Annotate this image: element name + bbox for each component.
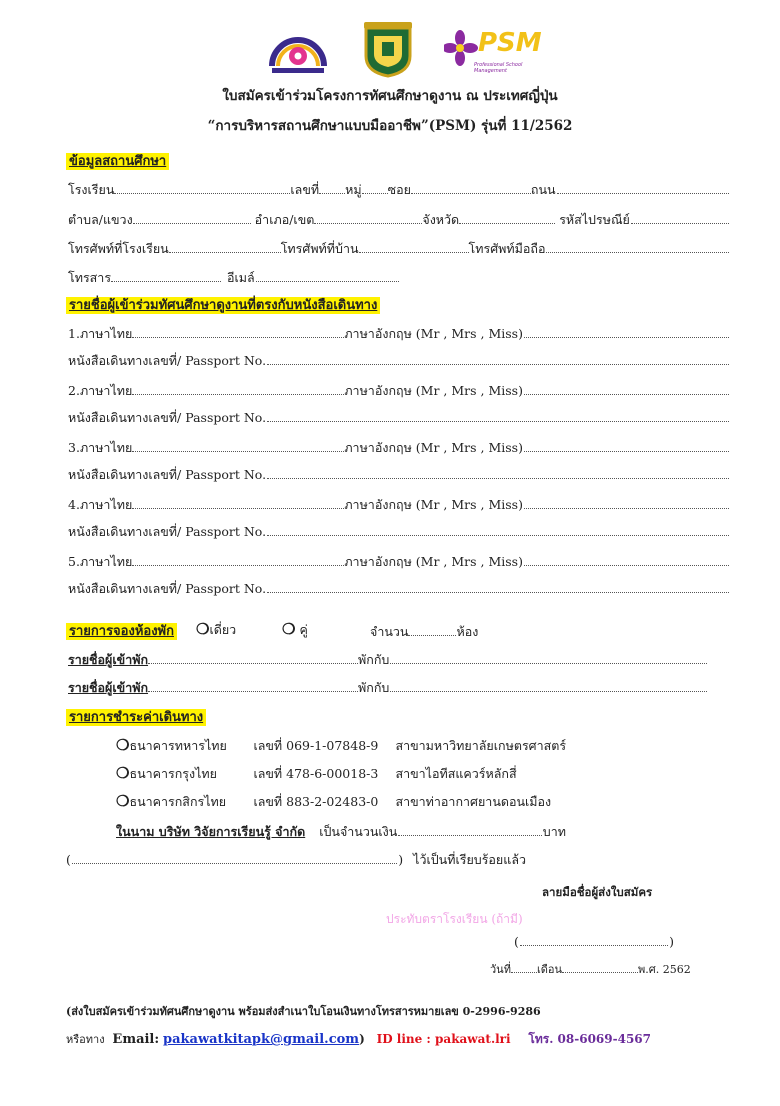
- single-room-label: เดี่ยว: [209, 622, 237, 637]
- school-phone-row: [68, 239, 730, 259]
- participant-passport-row: [68, 408, 730, 428]
- thai-name-label: ภาษาไทย: [79, 554, 133, 569]
- day-label: วันที่: [490, 963, 511, 976]
- amount-field[interactable]: [398, 825, 541, 836]
- school-info-heading: ข้อมูลสถานศึกษา: [66, 153, 169, 170]
- email-contact-label: Email:: [112, 1032, 160, 1047]
- number-label: เลขที่: [290, 182, 320, 197]
- passport-field[interactable]: [267, 354, 729, 365]
- participant-passport-row: [68, 579, 730, 599]
- province-label: จังหวัด: [422, 212, 460, 227]
- participant-name-row: [68, 438, 730, 458]
- year-label: พ.ศ. 2562: [637, 963, 691, 976]
- bank-radio-icon-3[interactable]: ❍: [116, 792, 130, 810]
- payment-heading: รายการชำระค่าเดินทาง: [66, 709, 206, 726]
- payer-field[interactable]: [72, 853, 397, 864]
- bank-name-2: ธนาคารกรุงไทย: [129, 766, 217, 781]
- english-name-label: ภาษาอังกฤษ (Mr , Mrs , Miss): [344, 326, 523, 341]
- thai-name-field[interactable]: [132, 498, 344, 509]
- guest-name-field-1[interactable]: [148, 653, 358, 664]
- participant-passport-row: [68, 465, 730, 485]
- university-logo: [266, 26, 330, 76]
- signature-date-row: [490, 960, 691, 978]
- passport-label: หนังสือเดินทางเลขที่/ Passport No.: [68, 410, 267, 425]
- school-address-row-2: [68, 210, 730, 230]
- province-field[interactable]: [459, 213, 555, 224]
- month-label: เดือน: [536, 963, 562, 976]
- payer-open-paren: (: [66, 852, 71, 867]
- school-phone-field[interactable]: [169, 242, 281, 253]
- psm-logo-text: PSM: [478, 28, 542, 58]
- thai-name-label: ภาษาไทย: [79, 497, 133, 512]
- school-name-label: โรงเรียน: [68, 182, 115, 197]
- bank-branch-1: สาขามหาวิทยาลัยเกษตรศาสตร์: [395, 738, 567, 753]
- double-room-option[interactable]: [282, 620, 308, 640]
- payer-close-paren: ): [398, 852, 404, 867]
- english-name-label: ภาษาอังกฤษ (Mr , Mrs , Miss): [344, 497, 523, 512]
- bank-name-1: ธนาคารทหารไทย: [129, 738, 227, 753]
- account-name: ในนาม บริษัท วิจัยการเรียนรู้ จำกัด: [116, 824, 306, 839]
- english-name-field[interactable]: [524, 441, 729, 452]
- english-name-label: ภาษาอังกฤษ (Mr , Mrs , Miss): [344, 383, 523, 398]
- moo-field[interactable]: [362, 183, 388, 194]
- bank-account-2: เลขที่ 478-6-00018-3: [253, 766, 379, 781]
- participant-number: 2.: [68, 383, 80, 398]
- bank-radio-icon-2[interactable]: ❍: [116, 764, 130, 782]
- fax-label: โทรสาร: [68, 270, 112, 285]
- english-name-label: ภาษาอังกฤษ (Mr , Mrs , Miss): [344, 554, 523, 569]
- passport-label: หนังสือเดินทางเลขที่/ Passport No.: [68, 467, 267, 482]
- school-name-field[interactable]: [114, 183, 290, 194]
- participant-number: 4.: [68, 497, 80, 512]
- passport-label: หนังสือเดินทางเลขที่/ Passport No.: [68, 353, 267, 368]
- form-title: ใบสมัครเข้าร่วมโครงการทัศนศึกษาดูงาน ณ ประเทศญี่ปุ่น: [222, 88, 558, 104]
- signature-name-field[interactable]: [520, 935, 668, 946]
- thai-name-field[interactable]: [132, 441, 344, 452]
- passport-label: หนังสือเดินทางเลขที่/ Passport No.: [68, 524, 267, 539]
- passport-field[interactable]: [267, 411, 729, 422]
- email-field[interactable]: [256, 271, 399, 282]
- bank-option-1[interactable]: [116, 736, 566, 756]
- school-phone-label: โทรศัพท์ที่โรงเรียน: [68, 241, 169, 256]
- psm-logo-subtext: Professional School Management: [474, 62, 523, 74]
- footer-note: (ส่งใบสมัครเข้าร่วมทัศนศึกษาดูงาน พร้อมส่งสำเนาใบโอนเงินทางโทรสารหมายเลข 0-2996-9286: [66, 1005, 541, 1018]
- guest-row-1: [68, 650, 708, 670]
- thai-name-field[interactable]: [132, 384, 344, 395]
- thai-name-label: ภาษาไทย: [79, 326, 133, 341]
- bank-account-1: เลขที่ 069-1-07848-9: [253, 738, 379, 753]
- thai-name-field[interactable]: [132, 555, 344, 566]
- bank-branch-2: สาขาไอทีสแควร์หลักสี่: [395, 766, 517, 781]
- guest-label-2: รายชื่อผู้เข้าพัก: [68, 680, 149, 695]
- signature-open-paren: (: [514, 934, 519, 949]
- psm-logo: [444, 28, 542, 76]
- road-label: ถนน: [530, 182, 556, 197]
- english-name-field[interactable]: [524, 498, 729, 509]
- room-count-field[interactable]: [408, 625, 456, 636]
- footer-contact-row: [66, 1030, 651, 1049]
- mobile-phone-field[interactable]: [546, 242, 729, 253]
- or-via-label: หรือทาง: [66, 1033, 105, 1046]
- room-unit-label: ห้อง: [456, 624, 479, 639]
- fax-field[interactable]: [111, 271, 221, 282]
- home-phone-field[interactable]: [359, 242, 469, 253]
- bank-radio-icon-1[interactable]: ❍: [116, 736, 130, 754]
- english-name-field[interactable]: [524, 384, 729, 395]
- participant-name-row: [68, 495, 730, 515]
- participant-number: 3.: [68, 440, 80, 455]
- contact-phone: โทร. 08-6069-4567: [528, 1032, 652, 1046]
- subdistrict-field[interactable]: [133, 213, 251, 224]
- thai-name-label: ภาษาไทย: [79, 383, 133, 398]
- postcode-label: รหัสไปรษณีย์: [559, 212, 630, 227]
- day-field[interactable]: [511, 962, 537, 973]
- participant-number: 1.: [68, 326, 80, 341]
- payment-payer-row: [66, 850, 526, 870]
- roommate-field-1[interactable]: [390, 653, 707, 664]
- passport-field[interactable]: [267, 468, 729, 479]
- road-field[interactable]: [557, 183, 729, 194]
- paid-text: ไว้เป็นที่เรียบร้อยแล้ว: [413, 852, 526, 867]
- school-stamp-watermark: ประทับตราโรงเรียน (ถ้ามี): [386, 912, 523, 926]
- district-field[interactable]: [314, 213, 422, 224]
- english-name-field[interactable]: [524, 327, 729, 338]
- contact-email-link[interactable]: pakawatkitapk@gmail.com: [163, 1032, 360, 1047]
- double-room-label: คู่: [299, 622, 308, 637]
- subdistrict-label: ตำบล/แขวง: [68, 212, 133, 227]
- school-address-row-1: [68, 180, 730, 200]
- mobile-phone-label: โทรศัพท์มือถือ: [468, 241, 546, 256]
- payment-amount-row: [116, 822, 566, 842]
- school-crest-logo: [362, 22, 414, 78]
- bank-branch-3: สาขาท่าอากาศยานดอนเมือง: [395, 794, 552, 809]
- contact-close-paren: ): [359, 1032, 365, 1046]
- district-label: อำเภอ/เขต: [254, 212, 315, 227]
- email-label: อีเมล์: [227, 270, 255, 285]
- double-radio-icon[interactable]: ❍: [282, 620, 296, 638]
- amount-label: เป็นจำนวนเงิน: [319, 824, 398, 839]
- currency-label: บาท: [542, 824, 566, 839]
- bank-account-3: เลขที่ 883-2-02483-0: [253, 794, 379, 809]
- soi-field[interactable]: [411, 183, 531, 194]
- roommate-label-2: พักกับ: [358, 680, 390, 695]
- postcode-field[interactable]: [631, 213, 729, 224]
- participant-name-row: [68, 552, 730, 572]
- single-room-option[interactable]: [196, 620, 236, 640]
- participant-passport-row: [68, 522, 730, 542]
- soi-label: ซอย: [387, 182, 411, 197]
- roommate-label-1: พักกับ: [358, 652, 390, 667]
- passport-field[interactable]: [267, 582, 729, 593]
- bank-option-2[interactable]: [116, 764, 517, 784]
- school-fax-row: [68, 268, 400, 288]
- signature-name-row: [514, 934, 674, 949]
- form-subtitle: “การบริหารสถานศึกษาแบบมืออาชีพ”(PSM) รุ่นที่ 11/2562: [207, 118, 573, 134]
- roommate-field-2[interactable]: [390, 681, 707, 692]
- participant-passport-row: [68, 351, 730, 371]
- guest-label-1: รายชื่อผู้เข้าพัก: [68, 652, 149, 667]
- moo-label: หมู่: [345, 182, 362, 197]
- english-name-field[interactable]: [524, 555, 729, 566]
- thai-name-field[interactable]: [132, 327, 344, 338]
- participant-name-row: [68, 324, 730, 344]
- single-radio-icon[interactable]: ❍: [196, 620, 210, 638]
- line-id: ID line : pakawat.lri: [376, 1032, 511, 1046]
- bank-option-3[interactable]: [116, 792, 551, 812]
- room-count-label: จำนวน: [370, 624, 409, 639]
- participant-number: 5.: [68, 554, 80, 569]
- room-booking-heading: รายการจองห้องพัก: [66, 623, 177, 640]
- passport-label: หนังสือเดินทางเลขที่/ Passport No.: [68, 581, 267, 596]
- passport-field[interactable]: [267, 525, 729, 536]
- bank-name-3: ธนาคารกสิกรไทย: [129, 794, 227, 809]
- guest-name-field-2[interactable]: [148, 681, 358, 692]
- participant-name-row: [68, 381, 730, 401]
- participants-heading: รายชื่อผู้เข้าร่วมทัศนศึกษาดูงานที่ตรงกับหนังสือเดินทาง: [66, 297, 380, 314]
- number-field[interactable]: [319, 183, 345, 194]
- month-field[interactable]: [562, 962, 638, 973]
- room-count-row: [370, 622, 478, 642]
- guest-row-2: [68, 678, 708, 698]
- signature-close-paren: ): [669, 934, 674, 949]
- thai-name-label: ภาษาไทย: [79, 440, 133, 455]
- signature-title: ลายมือชื่อผู้ส่งใบสมัคร: [542, 885, 653, 899]
- home-phone-label: โทรศัพท์ที่บ้าน: [280, 241, 359, 256]
- english-name-label: ภาษาอังกฤษ (Mr , Mrs , Miss): [344, 440, 523, 455]
